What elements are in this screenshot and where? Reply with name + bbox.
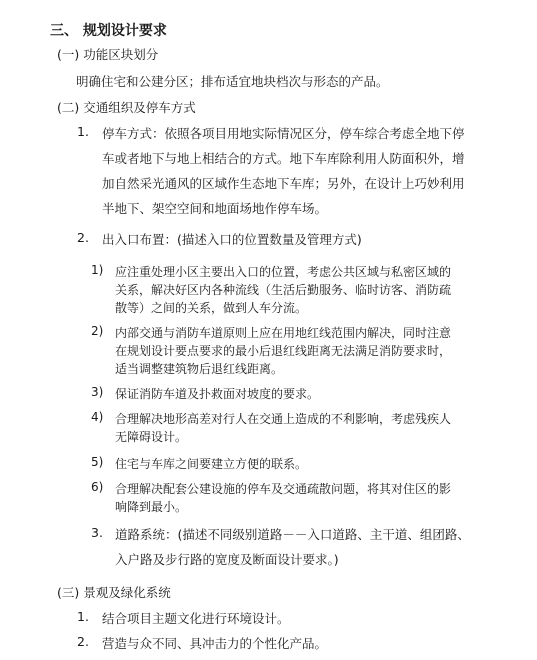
sublist-number: 3) <box>91 385 104 399</box>
list-item-line: 半地下、架空空间和地面场地作停车场。 <box>102 201 328 216</box>
list-number: 1. <box>77 609 89 624</box>
sublist-line: 无障碍设计。 <box>115 430 188 444</box>
list-number: 2. <box>77 230 89 245</box>
sublist-number: 5) <box>91 455 104 469</box>
sublist-number: 6) <box>91 480 104 494</box>
list-item-line: 车或者地下与地上相结合的方式。地下车库除利用人防面积外，增 <box>102 151 465 166</box>
sublist-line: 散等）之间的关系，做到人车分流。 <box>115 301 308 315</box>
sublist-number: 4) <box>91 410 104 424</box>
subsection-title-3: (三) 景观及绿化系统 <box>57 585 171 600</box>
subsection-title-1: (一) 功能区块划分 <box>57 47 159 62</box>
section-heading: 三、 规划设计要求 <box>50 23 167 39</box>
sublist-line: 适当调整建筑物后退红线距离。 <box>115 362 284 376</box>
sublist-line: 内部交通与消防车道原则上应在用地红线范围内解决，同时注意 <box>115 326 452 340</box>
sublist-line: 在规划设计要点要求的最小后退红线距离无法满足消防要求时， <box>115 344 452 358</box>
list-number: 3. <box>91 525 103 540</box>
list-item-line: 道路系统：(描述不同级别道路－－入口道路、主干道、组团路、 <box>115 527 470 542</box>
list-item-line: 加自然采光通风的区域作生态地下车库；另外，在设计上巧妙利用 <box>102 176 465 191</box>
sublist-number: 1) <box>91 263 104 277</box>
sublist-line: 响降到最小。 <box>115 500 188 514</box>
list-number: 1. <box>77 124 89 139</box>
sublist-line: 合理解决地形高差对行人在交通上造成的不利影响，考虑残疾人 <box>115 412 452 426</box>
sublist-line: 应注重处理小区主要出入口的位置，考虑公共区域与私密区域的 <box>115 265 452 279</box>
list-item-line: 停车方式：依照各项目用地实际情况区分，停车综合考虑全地下停 <box>102 126 465 141</box>
list-item-text: 结合项目主题文化进行环境设计。 <box>102 611 290 626</box>
subsection-title-2: (二) 交通组织及停车方式 <box>57 100 196 115</box>
sublist-line: 关系，解决好区内各种流线（生活后勤服务、临时访客、消防疏 <box>115 283 452 297</box>
paragraph: 明确住宅和公建分区；排布适宜地块档次与形态的产品。 <box>76 74 389 89</box>
sublist-line: 住宅与车库之间要建立方便的联系。 <box>115 457 308 471</box>
list-item-text: 营造与众不同、具冲击力的个性化产品。 <box>102 636 328 651</box>
list-item-text: 出入口布置：(描述入口的位置数量及管理方式) <box>102 232 362 247</box>
sublist-line: 保证消防车道及扑救面对坡度的要求。 <box>115 387 320 401</box>
list-item-line: 入户路及步行路的宽度及断面设计要求。) <box>115 552 339 567</box>
sublist-line: 合理解决配套公建设施的停车及交通疏散问题，将其对住区的影 <box>115 482 452 496</box>
sublist-number: 2) <box>91 324 104 338</box>
list-number: 2. <box>77 634 89 649</box>
